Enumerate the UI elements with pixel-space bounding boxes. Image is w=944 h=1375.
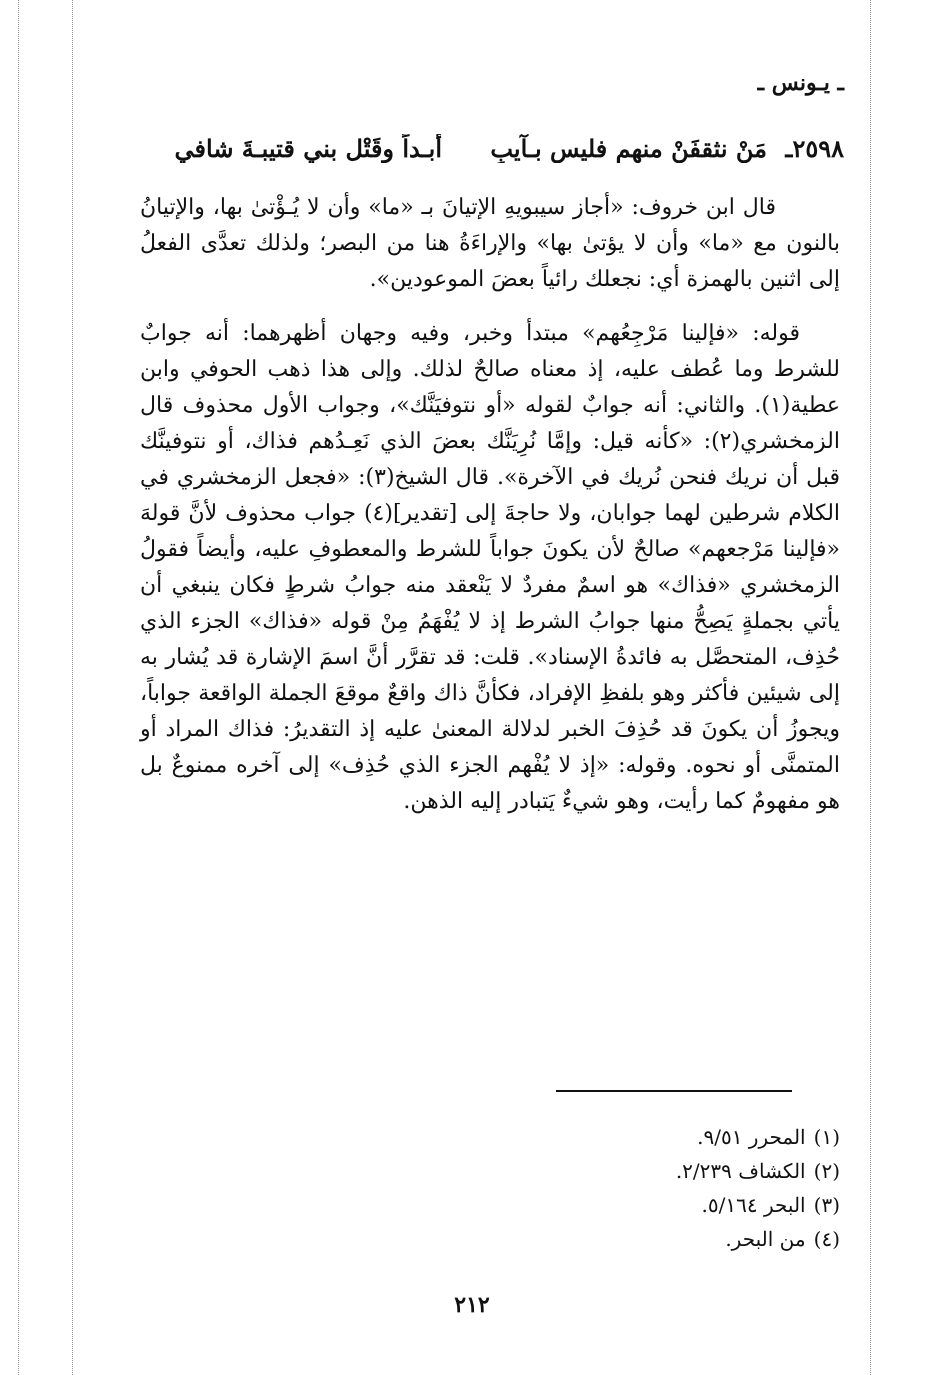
footnote-number: (١) (813, 1125, 840, 1149)
footnote-number: (٢) (813, 1159, 840, 1183)
footnote-item (340, 1154, 840, 1188)
footnote-item (340, 1188, 840, 1222)
footnote-item (340, 1120, 840, 1154)
running-header: ـ يـونس ـ (757, 70, 844, 96)
footnote-number: (٤) (813, 1227, 840, 1251)
footnote-text: الكشاف ٢/٢٣٩. (675, 1159, 806, 1183)
footnotes (340, 1120, 840, 1256)
verse-first-hemistich: مَنْ نثقفَنْ منهم فليس بـآيبٍ (490, 134, 768, 163)
verse-number: ٢٥٩٨ـ (785, 134, 844, 163)
footnote-text: البحر ٥/١٦٤. (701, 1193, 806, 1217)
footnote-separator (556, 1090, 792, 1092)
commentary-body (140, 190, 840, 838)
footnote-item (340, 1222, 840, 1256)
crop-guide-line (72, 0, 73, 1375)
crop-guide-line (870, 0, 871, 1375)
footnote-number: (٣) (813, 1193, 840, 1217)
footnote-text: من البحر. (725, 1227, 806, 1251)
paragraph: قوله: «فإلينا مَرْجِعُهم» مبتدأ وخبر، وفيه وجهان أظهرهما: أنه جوابٌ للشرط وما عُطف عليه، إذ معناه صالحٌ لذلك. وإلى هذا ذهب الحوفي وابن عطية(١). والثاني: أنه جوابٌ لقوله «أو نتوفيَنَّك»، وجواب الأول محذوف قال الزمخشري(٢): «كأنه قيل: وإمَّا نُرِيَنَّك بعضَ الذي نَعِـدُهم فذاك، أو نتوفينَّك قبل أن نريك فنحن نُريك في الآخرة». قال الشيخ(٣): «فجعل الزمخشري في الكلام شرطين لهما جوابان، ولا حاجةَ إلى [تقدير](٤) جواب محذوف لأنَّ قولهَ «فإلينا مَرْجعهم» صالحٌ لأن يكونَ جواباً للشرط والمعطوفِ عليه، وأيضاً فقولُ الزمخشري «فذاك» هو اسمٌ مفردٌ لا يَنْعقد منه جوابُ شرطٍ فكان ينبغي أن يأتي بجملةٍ يَصِحُّ منها جوابُ الشرط إذ لا يُفْهَمُ مِنْ قوله «فذاك» الجزء الذي حُذِف، المتحصَّل به فائدةُ الإسناد». قلت: قد تقرَّر أنَّ اسمَ الإشارة قد يُشار به إلى شيئين فأكثر وهو بلفظِ الإفراد، فكأنَّ ذاك واقعٌ موقعَ الجملة الواقعة جواباً، ويجوزُ أن يكونَ قد حُذِفَ الخبر لدلالة المعنىٰ عليه إذ التقديرُ: فذاك المراد أو المتمنَّى أو نحوه. وقوله: «إذ لا يُفْهم الجزء الذي حُذِف» إلى آخره ممنوعٌ بل هو مفهومٌ كما رأيت، وهو شيءٌ يَتبادر إليه الذهن. (140, 321, 841, 814)
crop-guide-line (18, 0, 19, 1375)
page-number: ٢١٢ (454, 1292, 490, 1318)
poetry-verse (144, 134, 844, 163)
footnote-text: المحرر ٩/٥١. (697, 1125, 806, 1149)
paragraph: قال ابن خروف: «أجاز سيبويهِ الإتيانَ بـ «ما» وأن لا يُـؤْتىٰ بها، والإتيانُ بالنون مع «ما» وأن لا يؤتىٰ بها» والإراءَةُ هنا من البصر؛ ولذلك تعدَّى الفعلُ إلى اثنين بالهمزة أي: نجعلك رائياً بعضَ الموعودين». (140, 195, 840, 292)
verse-second-hemistich: أبـداً وقَتْل بني قتيبـةَ شافي (174, 134, 442, 163)
